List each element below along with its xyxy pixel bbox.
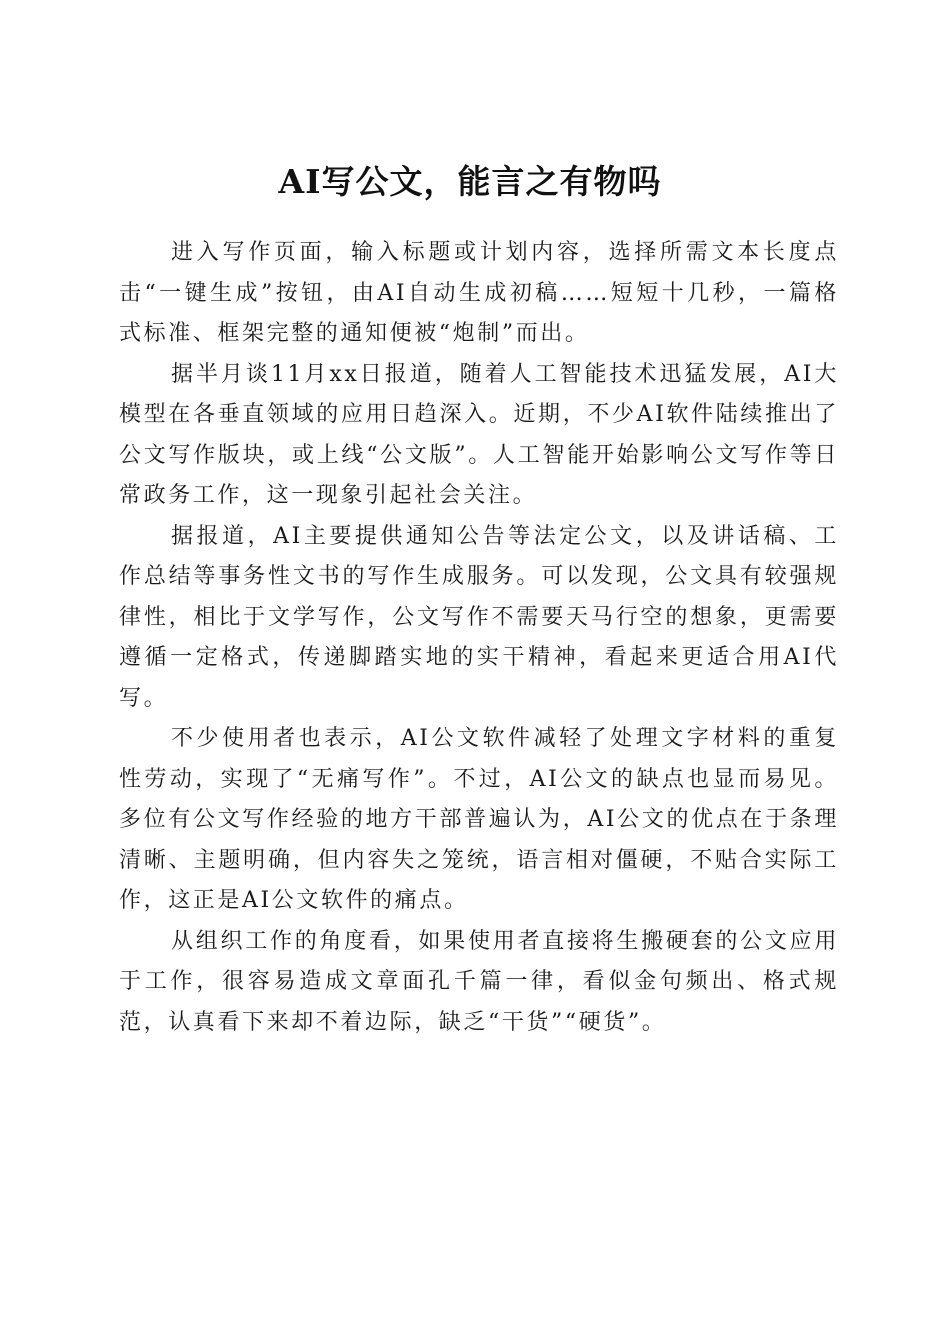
paragraph: 据报道，AI主要提供通知公告等法定公文，以及讲话稿、工作总结等事务性文书的写作生成服务。可以发现，公文具有较强规律性，相比于文学写作，公文写作不需要天马行空的想象，更需要遵循一定格式，传递脚踏实地的实干精神，看起来更适合用AI代写。 <box>119 523 839 711</box>
document-title: AI写公文，能言之有物吗 <box>278 162 662 202</box>
paragraph: 进入写作页面，输入标题或计划内容，选择所需文本长度点击“一键生成”按钮，由AI自动生成初稿……短短十几秒，一篇格式标准、框架完整的通知便被“炮制”而出。 <box>119 240 839 346</box>
paragraph: 不少使用者也表示，AI公文软件减轻了处理文字材料的重复性劳动，实现了“无痛写作”。不过，AI公文的缺点也显而易见。多位有公文写作经验的地方干部普遍认为，AI公文的优点在于条理清晰、主题明确，但内容失之笼统，语言相对僵硬，不贴合实际工作，这正是AI公文软件的痛点。 <box>119 726 839 913</box>
document-body <box>119 233 839 1043</box>
paragraph: 据半月谈11月xx日报道，随着人工智能技术迅猛发展，AI大模型在各垂直领域的应用日趋深入。近期，不少AI软件陆续推出了公文写作版块，或上线“公文版”。人工智能开始影响公文写作等日常政务工作，这一现象引起社会关注。 <box>119 361 839 508</box>
paragraph: 从组织工作的角度看，如果使用者直接将生搬硬套的公文应用于工作，很容易造成文章面孔千篇一律，看似金句频出、格式规范，认真看下来却不着边际，缺乏“干货”“硬货”。 <box>119 928 839 1035</box>
